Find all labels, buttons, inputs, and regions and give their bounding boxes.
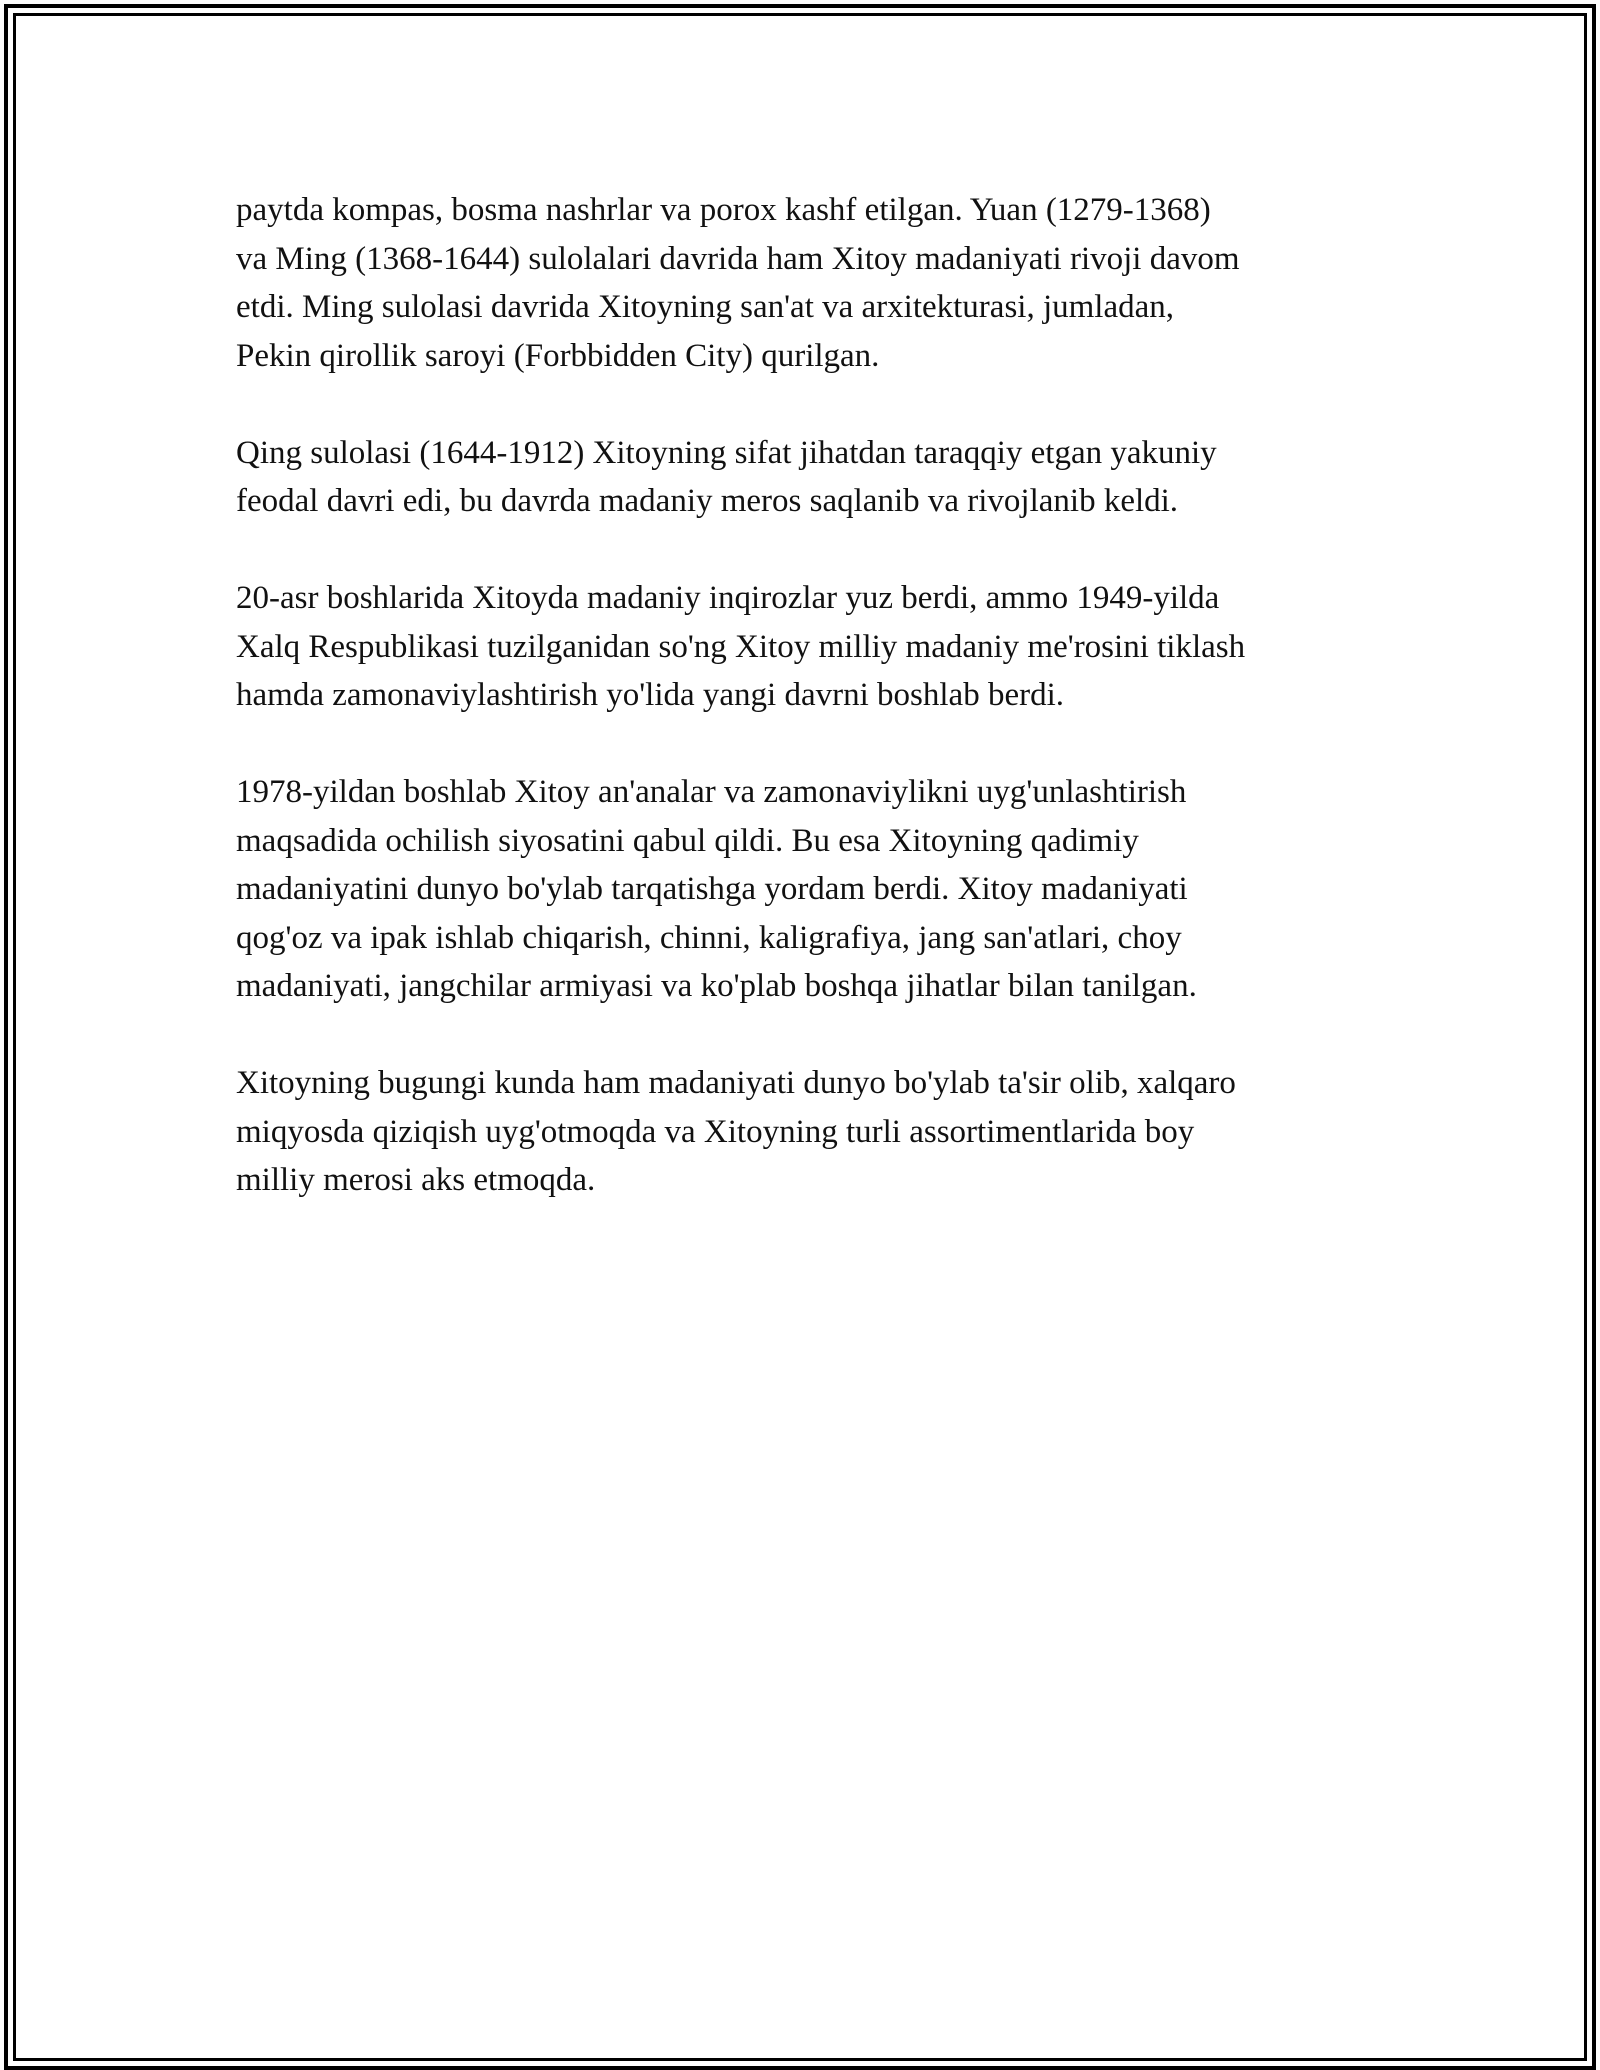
document-body [236, 186, 1376, 1253]
paragraph: paytda kompas, bosma nashrlar va porox kashf etilgan. Yuan (1279-1368) va Ming (1368-1644) sulolalari davrida ham Xitoy madaniyati rivoji davom etdi. Ming sulolasi davrida Xitoyning san'at va arxitekturasi, jumladan, Pekin qirollik saroyi (Forbbidden City) qurilgan. [236, 192, 1240, 374]
paragraph: Xitoyning bugungi kunda ham madaniyati dunyo bo'ylab ta'sir olib, xalqaro miqyosda qiziqish uyg'otmoqda va Xitoyning turli assortimentlarida boy milliy merosi aks etmoqda. [236, 1065, 1236, 1198]
paragraph: Qing sulolasi (1644-1912) Xitoyning sifat jihatdan taraqqiy etgan yakuniy feodal davri edi, bu davrda madaniy meros saqlanib va rivojlanib keldi. [236, 434, 1217, 519]
paragraph: 1978-yildan boshlab Xitoy an'analar va zamonaviylikni uyg'unlashtirish maqsadida ochilish siyosatini qabul qildi. Bu esa Xitoyning qadimiy madaniyatini dunyo bo'ylab tarqatishga yordam berdi. Xitoy madaniyati qog'oz va ipak ishlab chiqarish, chinni, kaligrafiya, jang san'atlari, choy madaniyati, jangchilar armiyasi va ko'plab boshqa jihatlar bilan tanilgan. [236, 774, 1197, 1004]
paragraph: 20-asr boshlarida Xitoyda madaniy inqirozlar yuz berdi, ammo 1949-yilda Xalq Respublikasi tuzilganidan so'ng Xitoy milliy madaniy me'rosini tiklash hamda zamonaviylashtirish yo'lida yangi davrni boshlab berdi. [236, 580, 1246, 713]
